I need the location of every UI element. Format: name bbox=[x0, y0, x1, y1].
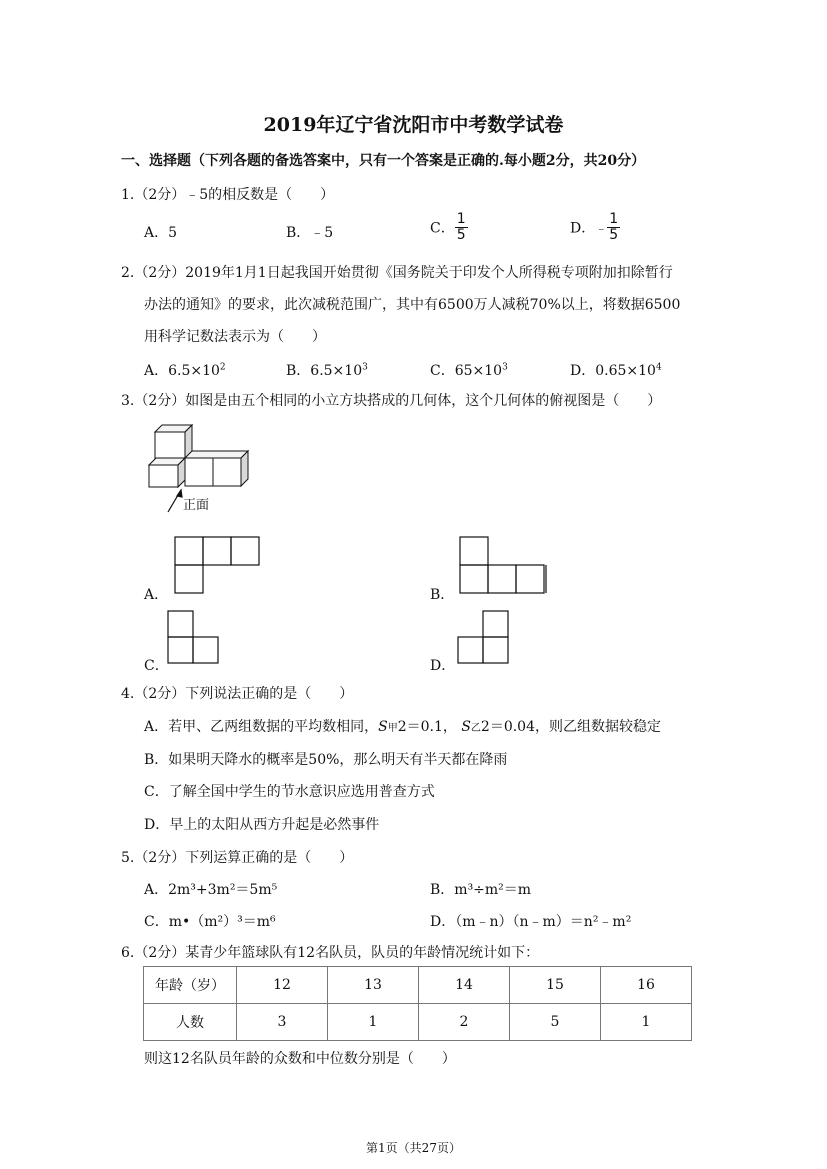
q3-option-d-figure bbox=[457, 610, 511, 666]
q2-option-b: B．$6.5\times 10^3$ bbox=[286, 362, 368, 379]
q1-option-c-label: C． bbox=[430, 220, 455, 237]
front-label: 正面 bbox=[183, 498, 210, 513]
table-cell: 3 bbox=[237, 1004, 328, 1041]
table-cell: 2 bbox=[419, 1004, 510, 1041]
table-cell: 16 bbox=[601, 967, 692, 1004]
question-1-stem: 1.（2分）﹣5的相反数是（ ） bbox=[121, 187, 335, 203]
table-cell: 15 bbox=[510, 967, 601, 1004]
section-heading: 一、选择题（下列各题的备选答案中，只有一个答案是正确的.每小题2分，共20分） bbox=[121, 153, 646, 169]
q1-option-c bbox=[430, 212, 468, 243]
question-2-line-1: 2.（2分）2019年1月1日起我国开始贯彻《国务院关于印发个人所得税专项附加扣除暂行 bbox=[121, 265, 673, 281]
q3-option-c-figure bbox=[167, 610, 221, 666]
q3-option-b-figure bbox=[459, 536, 549, 594]
q4-option-c: C．了解全国中学生的节水意识应选用普查方式 bbox=[144, 784, 435, 800]
page-title: 2019年辽宁省沈阳市中考数学试卷 bbox=[263, 114, 564, 136]
q3-option-a-figure bbox=[174, 536, 262, 594]
table-cell: 14 bbox=[419, 967, 510, 1004]
q4-option-b: B．如果明天降水的概率是50%，那么明天有半天都在降雨 bbox=[144, 752, 508, 768]
question-5-stem: 5.（2分）下列运算正确的是（ ） bbox=[121, 850, 354, 866]
table-cell: 年龄（岁） bbox=[144, 967, 237, 1004]
page-footer: 第1页（共27页） bbox=[366, 1141, 461, 1155]
q1-option-b: B．﹣5 bbox=[286, 225, 334, 241]
q4-option-d: D．早上的太阳从西方升起是必然事件 bbox=[144, 817, 380, 833]
table-cell: 1 bbox=[328, 1004, 419, 1041]
q4-option-a: A．若甲、乙两组数据的平均数相同，S甲2＝0.1， S乙2＝0.04，则乙组数据较稳定 bbox=[144, 719, 662, 735]
q5-option-c: C．m•（m²）³＝m⁶ bbox=[144, 914, 276, 930]
q1-option-d: D．﹣ $\frac{1}{5}$ bbox=[570, 211, 619, 243]
table-cell: 5 bbox=[510, 1004, 601, 1041]
table-row bbox=[144, 1004, 692, 1041]
q5-option-b: B．m³÷m²＝m bbox=[430, 882, 532, 898]
q5-option-d: D．（m﹣n）（n﹣m）＝n²﹣m² bbox=[430, 914, 632, 930]
q3-option-a-label: A． bbox=[144, 587, 169, 603]
q2-option-c: C．$65\times 10^3$ bbox=[430, 362, 508, 379]
table-cell: 人数 bbox=[144, 1004, 237, 1041]
front-arrow-icon bbox=[168, 490, 182, 512]
q3-option-c-label: C． bbox=[144, 658, 169, 674]
question-6-stem: 6.（2分）某青少年篮球队有12名队员，队员的年龄情况统计如下： bbox=[121, 945, 540, 961]
q3-option-b-label: B． bbox=[430, 587, 455, 603]
q1-option-d-label: D． bbox=[570, 220, 596, 237]
table-row bbox=[144, 967, 692, 1004]
table-cell: 1 bbox=[601, 1004, 692, 1041]
question-6-prompt: 则这12名队员年龄的众数和中位数分别是（ ） bbox=[144, 1051, 456, 1067]
q2-option-a: A．$6.5\times 10^2$ bbox=[144, 362, 226, 379]
q1-option-c-fraction: $\frac{1}{5}$ bbox=[456, 211, 466, 243]
q5-option-a: A．2m³+3m²＝5m⁵ bbox=[144, 882, 278, 898]
question-4-stem: 4.（2分）下列说法正确的是（ ） bbox=[121, 686, 354, 702]
age-table bbox=[143, 966, 692, 1041]
q1-option-a: A．5 bbox=[144, 225, 178, 241]
table-cell: 12 bbox=[237, 967, 328, 1004]
table-cell: 13 bbox=[328, 967, 419, 1004]
question-3-stem: 3.（2分）如图是由五个相同的小立方块搭成的几何体，这个几何体的俯视图是（ ） bbox=[121, 393, 662, 409]
q2-option-d: D．$0.65\times 10^4$ bbox=[570, 362, 662, 379]
question-2-line-2: 办法的通知》的要求，此次减税范围广，其中有6500万人减税70%以上，将数据6500 bbox=[144, 297, 681, 313]
q3-option-d-label: D． bbox=[430, 658, 456, 674]
question-2-line-3: 用科学记数法表示为（ ） bbox=[144, 329, 326, 345]
q1-option-d-fraction: $\frac{1}{5}$ bbox=[609, 211, 619, 243]
